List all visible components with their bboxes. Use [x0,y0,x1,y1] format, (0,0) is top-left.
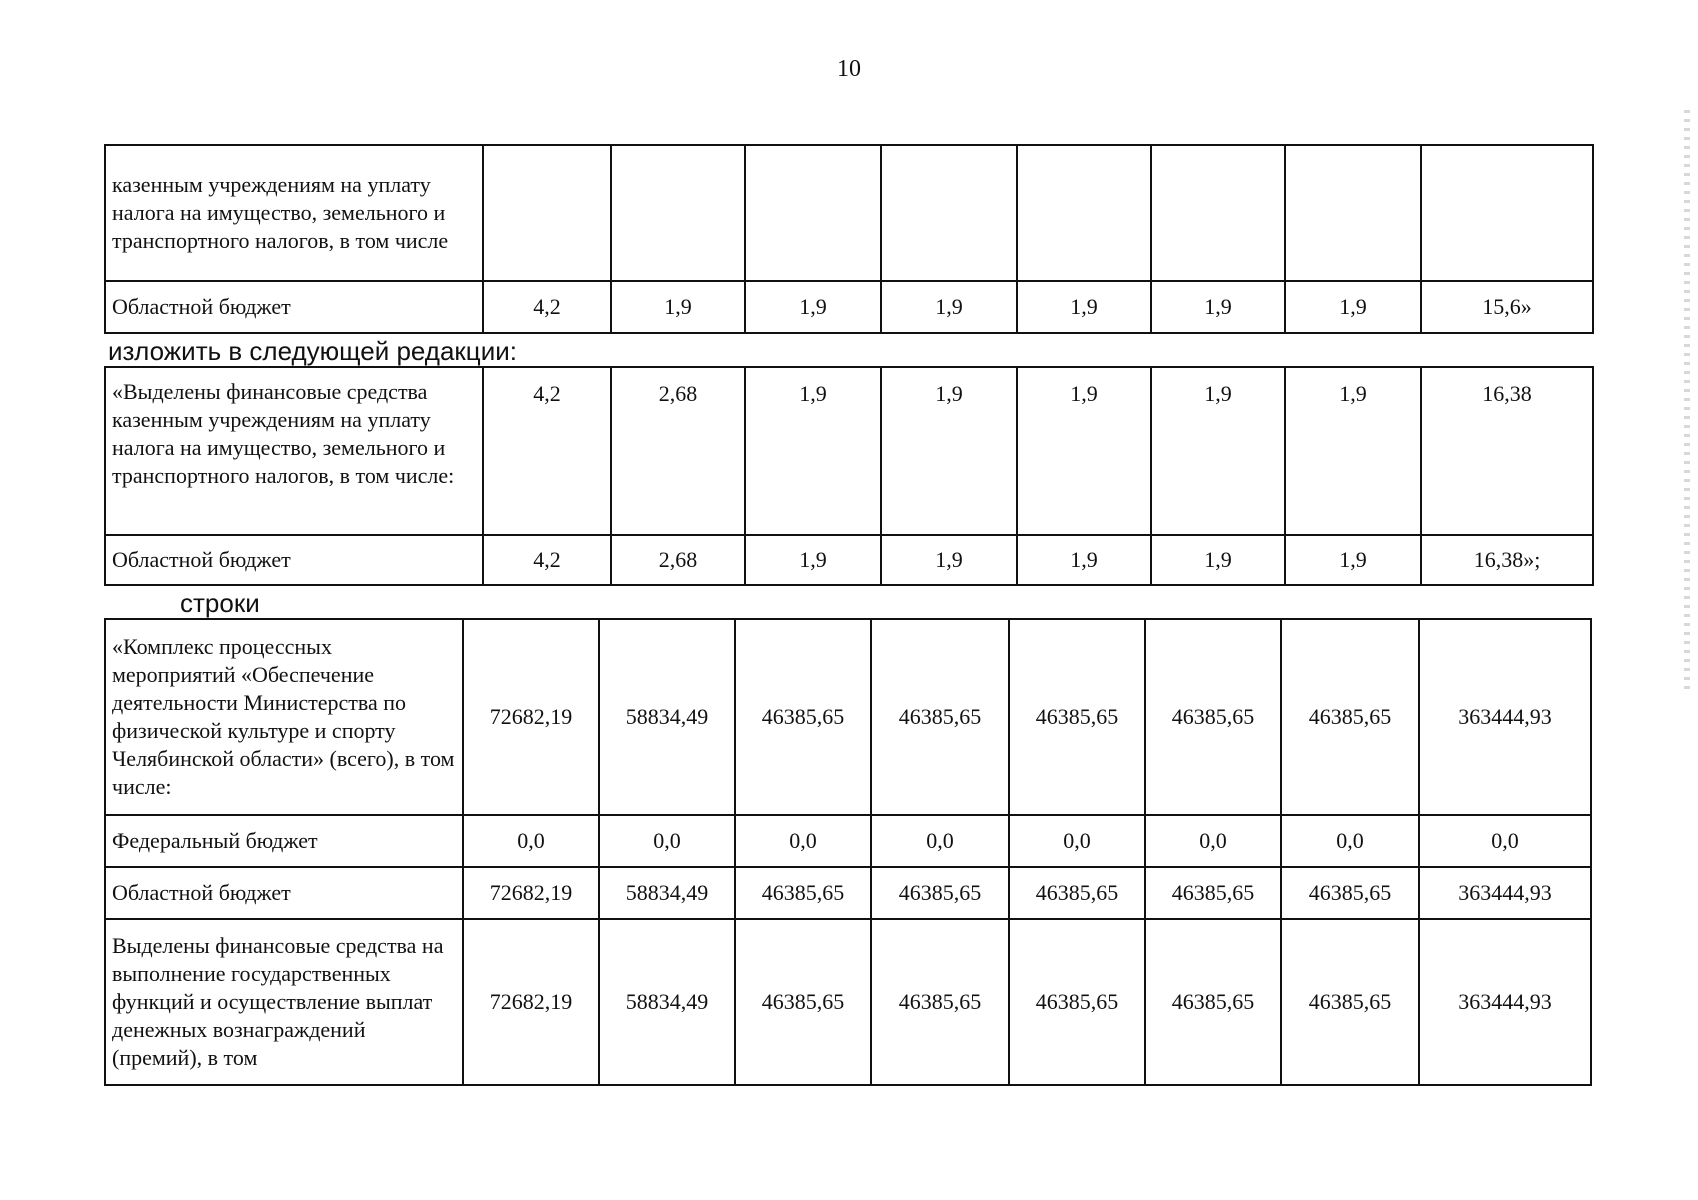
value-cell [611,145,745,281]
row-label: Областной бюджет [105,535,483,585]
value-cell: 1,9 [1285,367,1421,535]
value-cell: 46385,65 [1009,619,1145,815]
value-cell: 363444,93 [1419,867,1591,919]
scan-edge-mark [1684,110,1690,690]
table-row [105,281,1593,333]
value-cell: 4,2 [483,535,611,585]
value-cell: 46385,65 [871,919,1009,1085]
value-cell: 46385,65 [1281,867,1419,919]
value-cell: 363444,93 [1419,619,1591,815]
value-cell: 1,9 [1285,281,1421,333]
table-row [105,367,1593,535]
value-cell: 46385,65 [735,867,871,919]
table-row [105,145,1593,281]
value-cell: 4,2 [483,281,611,333]
value-cell [1017,145,1151,281]
table-row [105,619,1591,815]
value-cell: 46385,65 [1281,619,1419,815]
row-label: Выделены финансовые средства на выполнение государственных функций и осуществление выплат денежных вознаграждений (премий), в том [105,919,463,1085]
value-cell: 0,0 [599,815,735,867]
instruction-text: изложить в следующей редакции: [108,336,517,366]
value-cell [1151,145,1285,281]
row-label: Областной бюджет [105,867,463,919]
value-cell: 46385,65 [871,867,1009,919]
value-cell: 46385,65 [1009,919,1145,1085]
value-cell: 58834,49 [599,619,735,815]
value-cell: 1,9 [745,367,881,535]
page-number: 10 [837,56,861,82]
value-cell: 15,6» [1421,281,1593,333]
value-cell: 72682,19 [463,619,599,815]
value-cell: 58834,49 [599,919,735,1085]
value-cell: 0,0 [1009,815,1145,867]
table-row [105,919,1591,1085]
value-cell: 0,0 [871,815,1009,867]
row-label: «Комплекс процессных мероприятий «Обеспечение деятельности Министерства по физической культуре и спорту Челябинской области» (всего), в том числе: [105,619,463,815]
value-cell: 1,9 [1017,535,1151,585]
value-cell: 363444,93 [1419,919,1591,1085]
value-cell: 1,9 [1151,535,1285,585]
row-label: Федеральный бюджет [105,815,463,867]
value-cell: 2,68 [611,367,745,535]
value-cell: 1,9 [1151,367,1285,535]
table-row [105,867,1591,919]
value-cell: 72682,19 [463,867,599,919]
value-cell: 1,9 [745,535,881,585]
value-cell: 0,0 [463,815,599,867]
value-cell: 46385,65 [1145,619,1281,815]
value-cell [483,145,611,281]
value-cell: 1,9 [1285,535,1421,585]
value-cell: 46385,65 [1145,919,1281,1085]
table-row [105,535,1593,585]
value-cell: 46385,65 [1009,867,1145,919]
value-cell: 1,9 [881,281,1017,333]
value-cell: 1,9 [881,535,1017,585]
value-cell: 46385,65 [735,619,871,815]
value-cell [881,145,1017,281]
instruction-text: строки [180,588,260,618]
value-cell: 1,9 [1017,367,1151,535]
row-label: «Выделены финансовые средства казенным учреждениям на уплату налога на имущество, земельного и транспортного налогов, в том числе: [105,367,483,535]
table-old-version [104,144,1594,334]
value-cell: 58834,49 [599,867,735,919]
table-process-complex [104,618,1592,1086]
value-cell: 46385,65 [1145,867,1281,919]
value-cell: 1,9 [1151,281,1285,333]
value-cell: 1,9 [881,367,1017,535]
value-cell [745,145,881,281]
value-cell [1421,145,1593,281]
value-cell [1285,145,1421,281]
table-row [105,815,1591,867]
value-cell: 1,9 [745,281,881,333]
table-new-version [104,366,1594,586]
value-cell: 1,9 [611,281,745,333]
row-label: казенным учреждениям на уплату налога на имущество, земельного и транспортного налогов, в том числе [105,145,483,281]
row-label: Областной бюджет [105,281,483,333]
value-cell: 46385,65 [1281,919,1419,1085]
value-cell: 0,0 [1145,815,1281,867]
value-cell: 0,0 [1281,815,1419,867]
value-cell: 2,68 [611,535,745,585]
value-cell: 46385,65 [871,619,1009,815]
value-cell: 4,2 [483,367,611,535]
value-cell: 0,0 [735,815,871,867]
value-cell: 16,38»; [1421,535,1593,585]
value-cell: 72682,19 [463,919,599,1085]
value-cell: 0,0 [1419,815,1591,867]
value-cell: 16,38 [1421,367,1593,535]
value-cell: 1,9 [1017,281,1151,333]
value-cell: 46385,65 [735,919,871,1085]
